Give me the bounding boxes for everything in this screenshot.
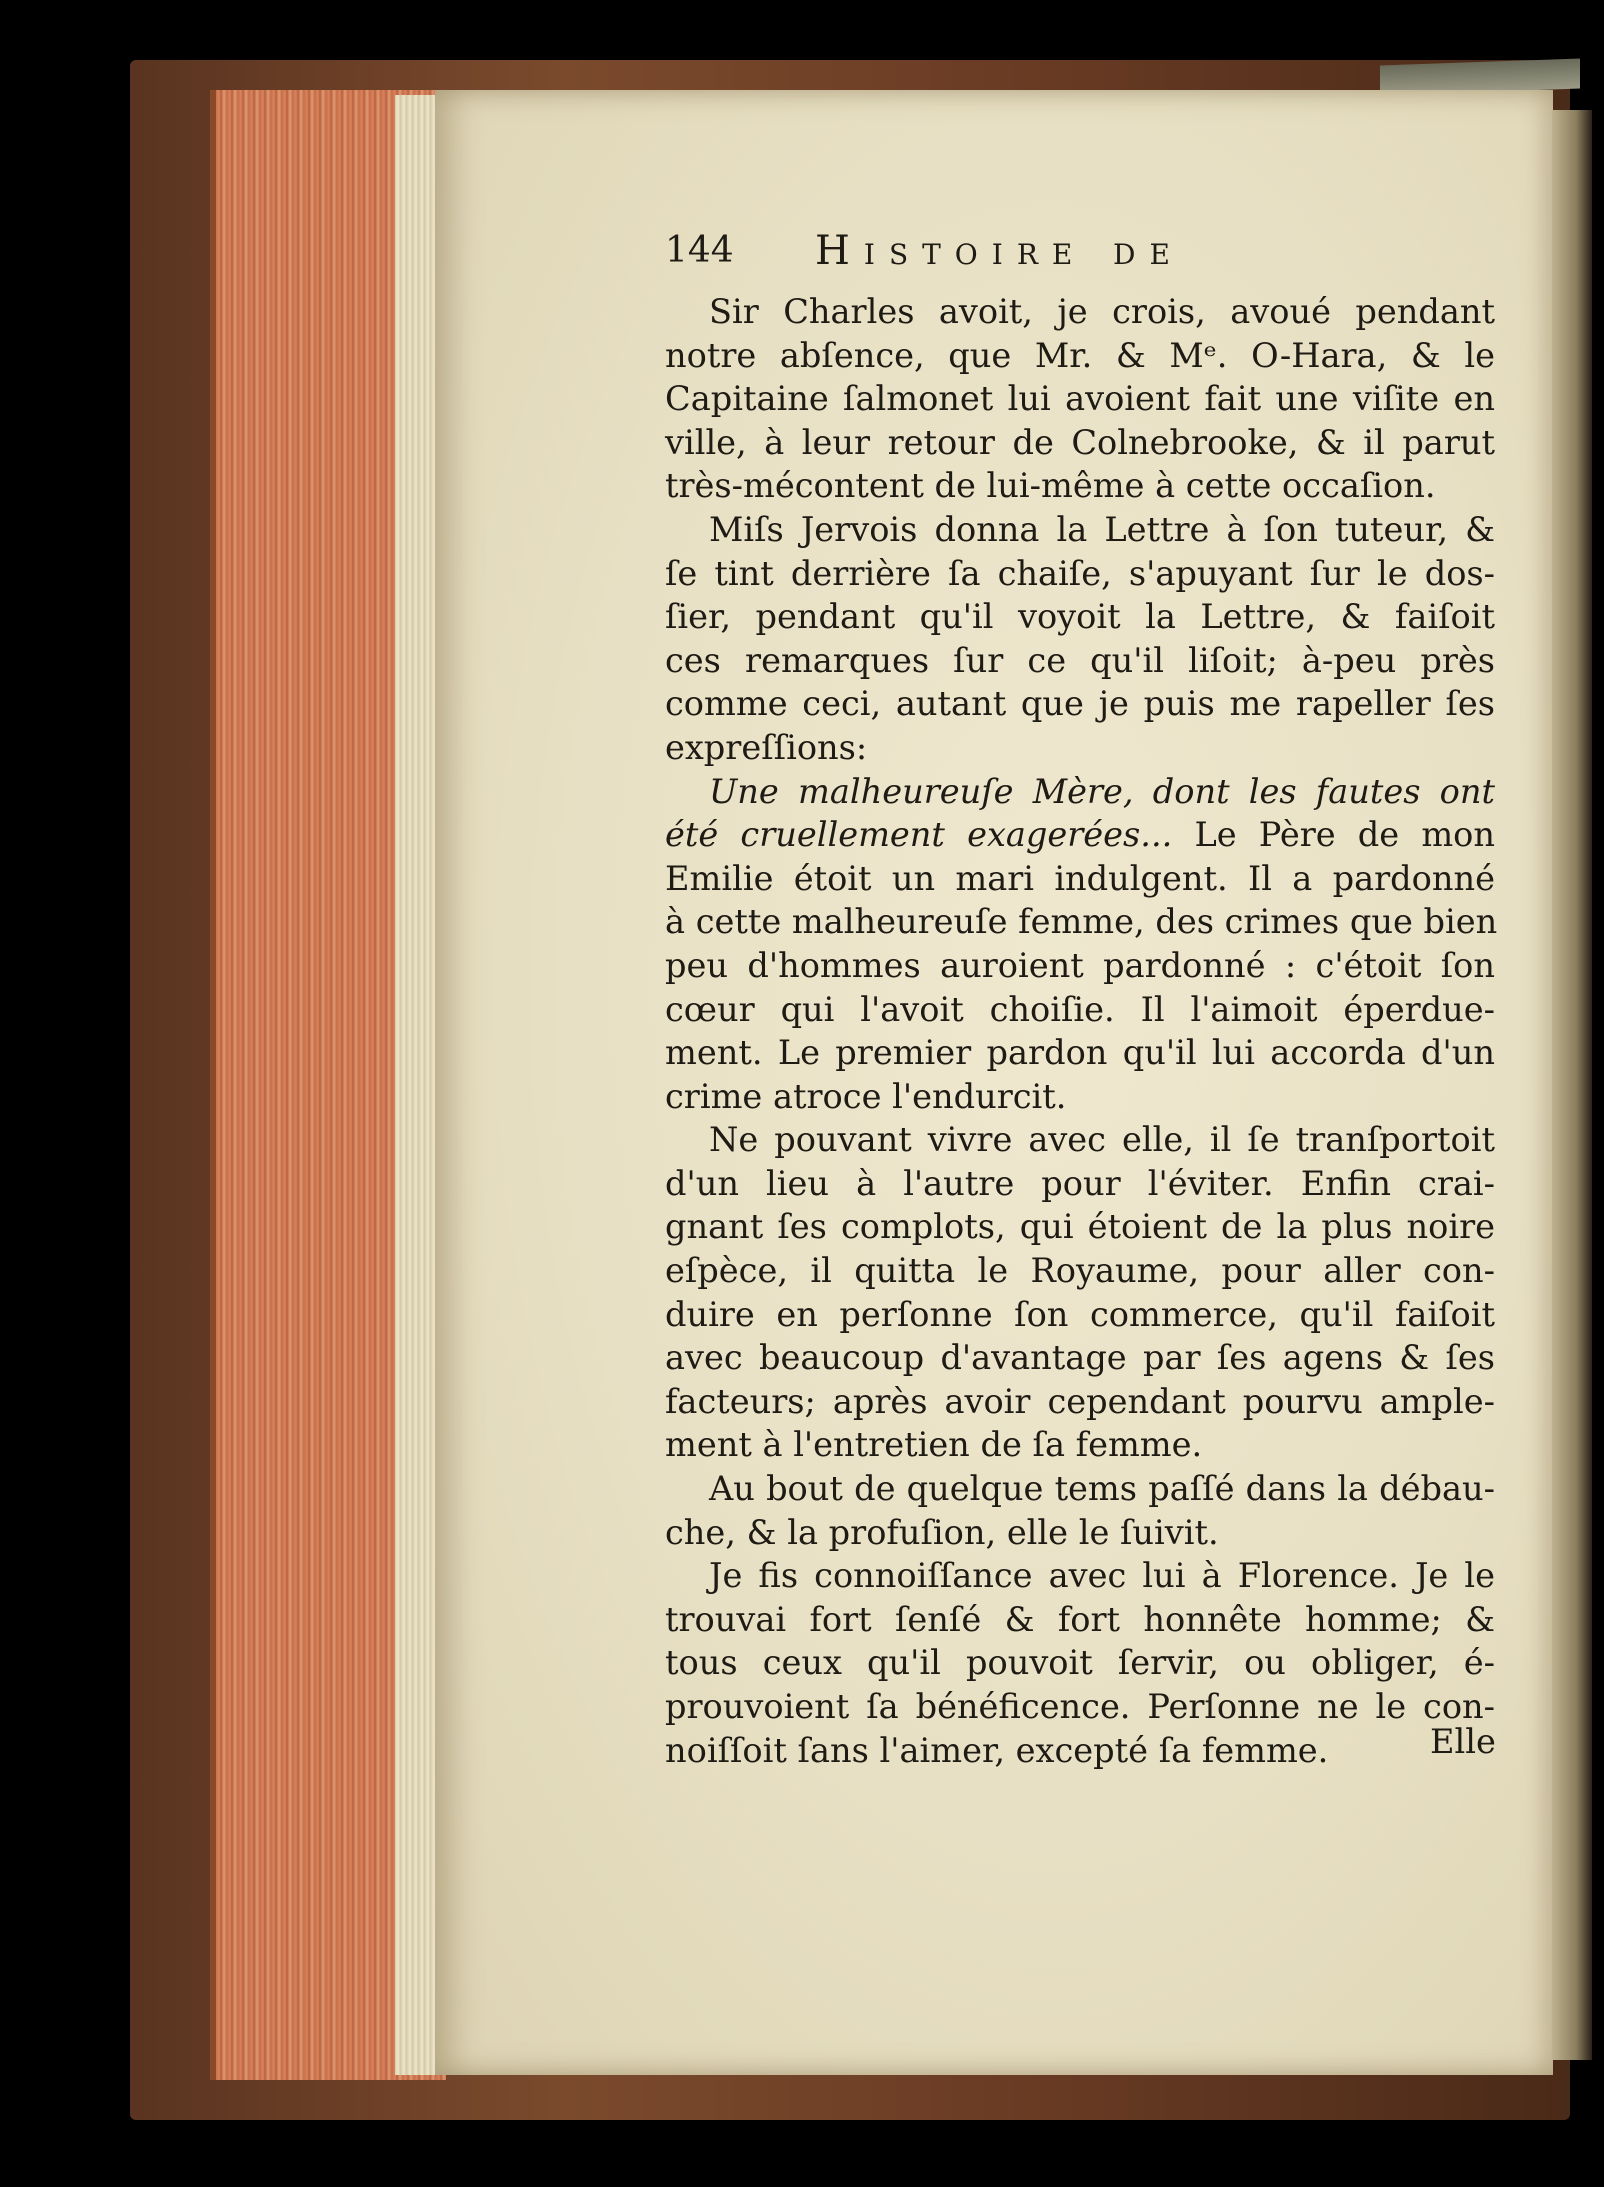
text-line: à cette malheureuſe femme, des crimes que bien — [665, 902, 1498, 942]
text-line: ces remarques ſur ce qu'il liſoit; à-peu près — [665, 640, 1495, 680]
text-line: Emilie étoit un mari indulgent. Il a pardonné — [665, 858, 1495, 898]
text-line: Ne pouvant vivre avec elle, il ſe tranſportoit — [709, 1120, 1495, 1160]
text-line: comme ceci, autant que je puis me rapeller ſes — [665, 684, 1495, 724]
paragraph — [665, 290, 1495, 508]
text-line: très-mécontent de lui-même à cette occaſion. — [665, 466, 1436, 506]
text-line: duire en perſonne ſon commerce, qu'il faiſoit — [665, 1294, 1495, 1334]
text-line: avec beaucoup d'avantage par ſes agens & ſes — [665, 1338, 1495, 1378]
text-line: tous ceux qu'il pouvoit ſervir, ou obliger, é- — [665, 1643, 1495, 1683]
text-line: gnant ſes complots, qui étoient de la plus noire — [665, 1207, 1495, 1247]
text-line: peu d'hommes auroient pardonné : c'étoit ſon — [665, 945, 1495, 985]
text-line: expreſſions: — [665, 727, 868, 767]
text-line: noiſſoit ſans l'aimer, excepté ſa femme. — [665, 1730, 1329, 1770]
text-line: Miſs Jervois donna la Lettre à ſon tuteur, & — [709, 509, 1495, 549]
paragraph — [665, 508, 1495, 770]
paragraph — [665, 770, 1498, 1119]
text-line: Capitaine ſalmonet lui avoient fait une viſite en — [665, 379, 1495, 419]
running-head — [665, 230, 1495, 290]
text-line: ment à l'entretien de ſa femme. — [665, 1425, 1203, 1465]
text-line: eſpèce, il quitta le Royaume, pour aller con- — [665, 1251, 1495, 1291]
paragraph — [665, 1118, 1495, 1467]
text-line: été cruellement exagerées... Le Père de mon — [665, 815, 1495, 855]
text-line: ment. Le premier pardon qu'il lui accorda d'un — [665, 1033, 1495, 1073]
text-line: ville, à leur retour de Colnebrooke, & il parut — [665, 422, 1495, 462]
text-line: Une malheureuſe Mère, dont les fautes ont — [709, 771, 1495, 811]
text-line: crime atroce l'endurcit. — [665, 1076, 1067, 1116]
text-line: d'un lieu à l'autre pour l'éviter. Enfin crai- — [665, 1163, 1495, 1203]
text-line: trouvai fort ſenſé & fort honnête homme; & — [665, 1599, 1495, 1639]
text-line: Je fis connoiſſance avec lui à Florence. Je le — [709, 1556, 1495, 1596]
paragraph — [665, 1467, 1495, 1554]
text-line: ſier, pendant qu'il voyoit la Lettre, & faiſoit — [665, 597, 1495, 637]
text-line: facteurs; après avoir cependant pourvu ample- — [665, 1381, 1495, 1421]
body-text — [665, 290, 1498, 1772]
text-line: Au bout de quelque tems paſſé dans la débau- — [709, 1469, 1495, 1509]
text-line: ſe tint derrière ſa chaiſe, s'apuyant ſur le dos- — [665, 553, 1495, 593]
text-line: cœur qui l'avoit choiſie. Il l'aimoit éperdue- — [665, 989, 1495, 1029]
text-line: che, & la profuſion, elle le ſuivit. — [665, 1512, 1219, 1552]
text-line: Sir Charles avoit, je crois, avoué pendant — [709, 292, 1495, 331]
page-text — [665, 228, 1498, 1772]
page-right-edge — [1552, 110, 1592, 2060]
running-title: Histoire de — [815, 228, 1184, 274]
text-line: prouvoient ſa bénéficence. Perſonne ne le con- — [665, 1687, 1495, 1726]
catchword: Elle — [1430, 1722, 1496, 1761]
page-number: 144 — [665, 230, 734, 271]
paragraph — [665, 1554, 1495, 1772]
text-line: notre abſence, que Mr. & Mᵉ. O-Hara, & le — [665, 335, 1495, 375]
